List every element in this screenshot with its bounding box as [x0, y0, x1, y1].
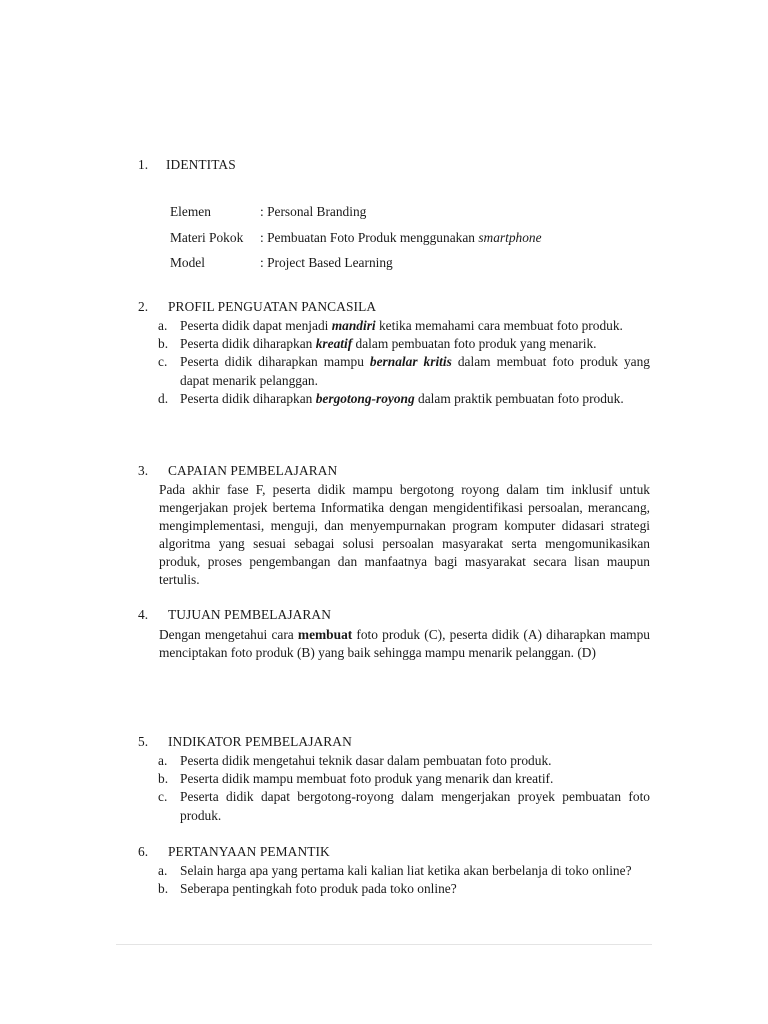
- section-title: PROFIL PENGUATAN PANCASILA: [168, 299, 377, 314]
- section-title: IDENTITAS: [166, 157, 236, 172]
- list-item: [158, 770, 650, 788]
- list-emphasis: kreatif: [315, 336, 353, 352]
- identity-row-elemen: [170, 204, 366, 220]
- indikator-list: [158, 752, 650, 825]
- tujuan-paragraph: [159, 626, 650, 662]
- identity-label: Elemen: [170, 204, 211, 219]
- list-item: [158, 317, 650, 335]
- list-text: dalam praktik pembuatan foto produk.: [414, 390, 624, 406]
- list-text: Peserta didik dapat menjadi: [180, 318, 332, 333]
- list-marker: a.: [158, 863, 168, 878]
- list-item: [158, 788, 650, 824]
- identity-row-materi-pokok: [170, 230, 542, 246]
- list-item: [158, 862, 650, 880]
- list-text: Seberapa pentingkah foto produk pada toko online?: [180, 881, 457, 897]
- section-indikator-heading: [138, 734, 352, 750]
- list-item: [158, 390, 650, 408]
- list-marker: b.: [158, 881, 169, 897]
- section-number: 5.: [138, 734, 149, 749]
- section-identitas-heading: [138, 157, 236, 173]
- list-text: Peserta didik diharapkan: [180, 390, 316, 406]
- section-title: PERTANYAAN PEMANTIK: [168, 844, 330, 859]
- identity-label: Materi Pokok: [170, 230, 244, 245]
- section-title: TUJUAN PEMBELAJARAN: [168, 607, 331, 622]
- identity-value-italic: smartphone: [478, 230, 542, 245]
- list-text: Selain harga apa yang pertama kali kalian liat ketika akan berbelanja di toko online?: [180, 863, 632, 878]
- paragraph-text: Dengan mengetahui cara: [159, 627, 298, 642]
- section-number: 4.: [138, 607, 149, 622]
- list-item: [158, 880, 650, 898]
- section-title: CAPAIAN PEMBELAJARAN: [168, 463, 338, 478]
- list-text: Peserta didik diharapkan: [180, 336, 316, 352]
- paragraph-bold: membuat: [297, 627, 353, 642]
- profil-list: [158, 317, 650, 408]
- section-tujuan-heading: [138, 607, 331, 623]
- list-marker: a.: [158, 318, 168, 333]
- list-item: [158, 752, 650, 770]
- list-text: Peserta didik dapat bergotong-royong dalam mengerjakan proyek pembuatan foto produk.: [180, 789, 650, 823]
- identity-value: : Project Based Learning: [260, 255, 393, 270]
- list-text: dalam membuat foto produk yang dapat menarik pelanggan.: [180, 354, 650, 388]
- pemantik-list: [158, 862, 650, 898]
- identity-label: Model: [170, 255, 205, 270]
- list-text: ketika memahami cara membuat foto produk.: [375, 318, 623, 333]
- identity-value: : Pembuatan Foto Produk menggunakan: [260, 230, 479, 245]
- section-pemantik-heading: [138, 844, 330, 860]
- list-marker: d.: [158, 390, 169, 406]
- list-item: [158, 335, 650, 353]
- list-emphasis: bergotong-royong: [315, 390, 415, 406]
- page-divider: [116, 944, 652, 945]
- list-text: dalam pembuatan foto produk yang menarik.: [352, 336, 597, 352]
- identity-value: : Personal Branding: [260, 204, 367, 219]
- list-emphasis: bernalar kritis: [369, 354, 452, 370]
- paragraph-text: foto produk (C), peserta didik (A) diharapkan mampu menciptakan foto produk (B) yang baik sehingga mampu menarik pelanggan. (D): [159, 627, 650, 660]
- section-number: 6.: [138, 844, 149, 859]
- list-emphasis: mandiri: [331, 318, 376, 333]
- list-marker: a.: [158, 753, 168, 768]
- list-marker: b.: [158, 771, 169, 787]
- section-number: 1.: [138, 157, 149, 172]
- list-text: Peserta didik mampu membuat foto produk yang menarik dan kreatif.: [180, 771, 554, 787]
- section-title: INDIKATOR PEMBELAJARAN: [168, 734, 352, 749]
- list-text: Peserta didik diharapkan mampu: [180, 354, 370, 370]
- list-item: [158, 353, 650, 389]
- section-number: 2.: [138, 299, 149, 314]
- list-marker: c.: [158, 789, 168, 805]
- list-marker: b.: [158, 336, 169, 352]
- identity-row-model: [170, 255, 393, 271]
- section-capaian-heading: [138, 463, 337, 479]
- list-text: Peserta didik mengetahui teknik dasar dalam pembuatan foto produk.: [180, 753, 552, 768]
- section-profil-heading: [138, 299, 376, 315]
- capaian-paragraph: Pada akhir fase F, peserta didik mampu bergotong royong dalam tim inklusif untuk mengerjakan projek bertema Informatika dengan mengidentifikasi persoalan, merancang, mengimplementasi, menguji, dan menyempurnakan program komputer didasari strategi algoritma yang sesuai sebagai solusi persoalan masyarakat serta mengomunikasikan produk, proses pengembangan dan manfaatnya bagi masyarakat secara lisan maupun tertulis.: [159, 482, 650, 587]
- section-number: 3.: [138, 463, 149, 478]
- list-marker: c.: [158, 354, 168, 370]
